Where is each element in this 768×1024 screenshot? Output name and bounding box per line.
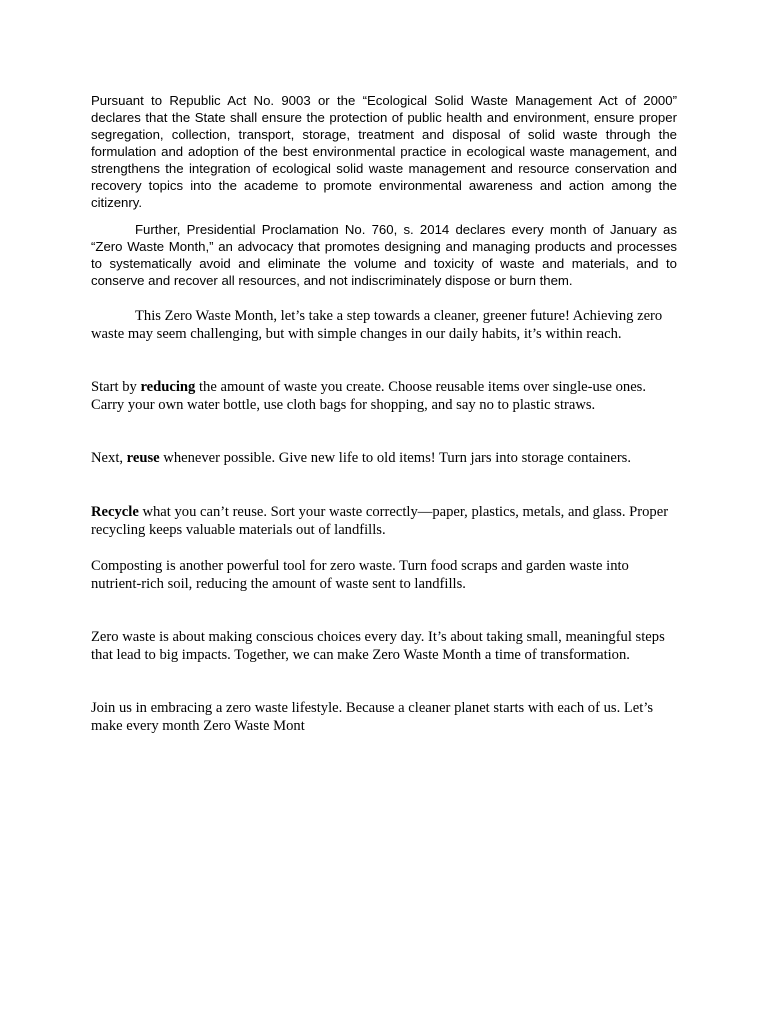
paragraph-republic-act: Pursuant to Republic Act No. 9003 or the “Ecological Solid Waste Management Act of 2000” declares that the State shall ensure the protection of public health and environment, ensure proper segregation, collection, transport, storage, treatment and disposal of solid waste through the formulation and adoption of the best environmental practice in ecological waste management, and strengthens the integration of ecological solid waste management and resource conservation and recovery topics into the academe to promote environmental awareness and action among the citizenry.: [91, 93, 677, 210]
paragraph-reduce: [91, 378, 677, 414]
paragraph-composting: Composting is another powerful tool for zero waste. Turn food scraps and garden waste into nutrient-rich soil, reducing the amount of waste sent to landfills.: [91, 558, 629, 592]
paragraph-conscious-choices: Zero waste is about making conscious choices every day. It’s about taking small, meaningful steps that lead to big impacts. Together, we can make Zero Waste Month a time of transformation.: [91, 629, 665, 663]
bold-term-recycle: Recycle: [91, 504, 139, 520]
paragraph-reuse: [91, 449, 677, 467]
text-run: whenever possible. Give new life to old items! Turn jars into storage containers.: [159, 450, 632, 466]
text-run: the amount of waste you create. Choose reusable items over single-use ones. Carry your own water bottle, use cloth bags for shopping, and say no to plastic straws.: [91, 379, 646, 413]
paragraph-intro: This Zero Waste Month, let’s take a step towards a cleaner, greener future! Achieving zero waste may seem challenging, but with simple changes in our daily habits, it’s within reach.: [91, 308, 663, 342]
text-run: what you can’t reuse. Sort your waste correctly—paper, plastics, metals, and glass. Proper recycling keeps valuable materials out of landfills.: [91, 504, 669, 538]
bold-term-reuse: reuse: [126, 450, 160, 466]
bold-term-reducing: reducing: [140, 379, 196, 395]
paragraph-join-us: Join us in embracing a zero waste lifestyle. Because a cleaner planet starts with each of us. Let’s make every month Zero Waste Mont: [91, 700, 654, 734]
paragraph-proclamation: Further, Presidential Proclamation No. 760, s. 2014 declares every month of January as “Zero Waste Month,” an advocacy that promotes designing and managing products and processes to systematically avoid and eliminate the volume and toxicity of waste and materials, and to conserve and recover all resources, and not indiscriminately dispose or burn them.: [91, 222, 677, 288]
paragraph-recycle: [91, 503, 677, 539]
document-page: [91, 92, 677, 735]
text-run: Next,: [91, 450, 127, 466]
text-run: Start by: [91, 379, 141, 395]
